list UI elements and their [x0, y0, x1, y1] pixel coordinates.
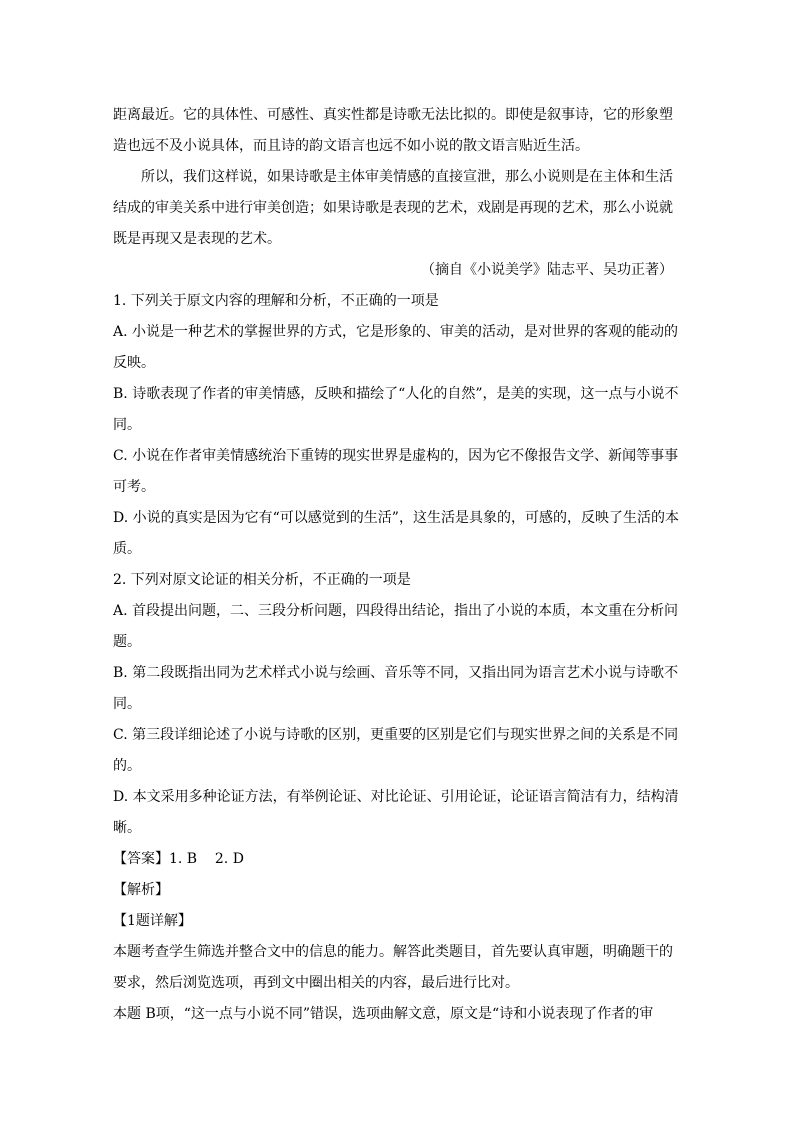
- question-2-option-a: A. 首段提出问题，二、三段分析问题，四段得出结论，指出了小说的本质，本文重在分析问: [113, 603, 679, 619]
- passage-line: 造也远不及小说具体，而且诗的韵文语言也远不如小说的散文语言贴近生活。: [113, 138, 589, 154]
- question-1-stem: 1. 下列关于原文内容的理解和分析，不正确的一项是: [113, 293, 439, 309]
- question-1-option-b-cont: 同。: [113, 417, 141, 433]
- question-1-option-a-cont: 反映。: [113, 355, 155, 371]
- question-2-option-b: B. 第二段既指出同为艺术样式小说与绘画、音乐等不同，又指出同为语言艺术小说与诗歌不: [113, 665, 679, 681]
- passage-line: 所以，我们这样说，如果诗歌是主体审美情感的直接宣泄，那么小说则是在主体和生活: [141, 169, 673, 185]
- question-1-option-a: A. 小说是一种艺术的掌握世界的方式，它是形象的、审美的活动，是对世界的客观的能动的: [113, 324, 679, 340]
- question-2-option-b-cont: 同。: [113, 696, 141, 712]
- passage-source: （摘自《小说美学》陆志平、吴功正著）: [421, 262, 673, 278]
- question-1-option-d: D. 小说的真实是因为它有“可以感觉到的生活”，这生活是具象的，可感的，反映了生活的本: [113, 510, 679, 526]
- question-1-option-c: C. 小说在作者审美情感统治下重铸的现实世界是虚构的，因为它不像报告文学、新闻等事事: [113, 448, 679, 464]
- analysis-body-line: 本题 B项，“这一点与小说不同”错误，选项曲解文意，原文是“诗和小说表现了作者的审: [113, 1006, 654, 1022]
- answer-label: 【答案】: [113, 851, 169, 867]
- answer-text: 1. B 2. D: [169, 851, 244, 867]
- answer-line: [113, 844, 683, 875]
- passage-line: 既是再现又是表现的艺术。: [113, 231, 281, 247]
- question-1-option-c-cont: 可考。: [113, 479, 155, 495]
- question-2-option-c-cont: 的。: [113, 758, 141, 774]
- question-2-option-d: D. 本文采用多种论证方法，有举例论证、对比论证、引用论证，论证语言简洁有力，结构清: [113, 789, 679, 805]
- analysis-body-line: 本题考查学生筛选并整合文中的信息的能力。解答此类题目，首先要认真审题，明确题干的: [113, 944, 673, 960]
- question-2-stem: 2. 下列对原文论证的相关分析，不正确的一项是: [113, 572, 411, 588]
- analysis-sub-label: 【1题详解】: [113, 913, 192, 929]
- question-2-option-c: C. 第三段详细论述了小说与诗歌的区别，更重要的区别是它们与现实世界之间的关系是不同: [113, 727, 679, 743]
- question-1-option-b: B. 诗歌表现了作者的审美情感，反映和描绘了“人化的自然”，是美的实现，这一点与小说不: [113, 386, 679, 402]
- analysis-body-line: 要求，然后浏览选项，再到文中圈出相关的内容，最后进行比对。: [113, 975, 519, 991]
- passage-line: 距离最近。它的具体性、可感性、真实性都是诗歌无法比拟的。即使是叙事诗，它的形象塑: [113, 107, 673, 123]
- question-2-option-d-cont: 晰。: [113, 820, 141, 836]
- analysis-label: 【解析】: [113, 882, 169, 898]
- question-1-option-d-cont: 质。: [113, 541, 141, 557]
- passage-line: 结成的审美关系中进行审美创造；如果诗歌是表现的艺术，戏剧是再现的艺术，那么小说就: [113, 200, 673, 216]
- document-body: [113, 100, 683, 1030]
- question-2-option-a-cont: 题。: [113, 634, 141, 650]
